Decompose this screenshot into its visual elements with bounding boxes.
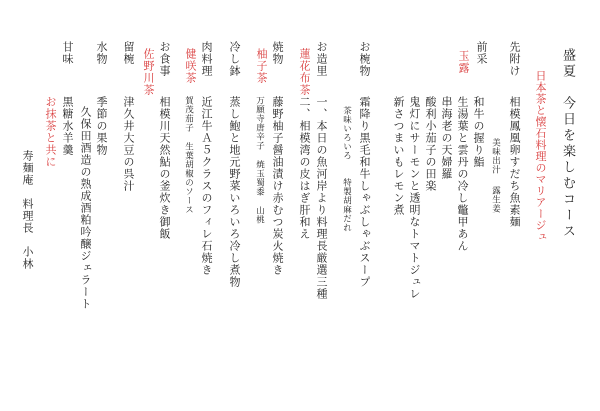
course-label-otsukuri: お造里 xyxy=(315,41,328,77)
dish-hiyabachi: 蒸し鮑と地元野菜いろいろ冷し煮物 xyxy=(228,96,241,288)
note-yakimono-3: 山桃 xyxy=(254,206,265,224)
course-label-yakimono: 焼物 xyxy=(271,41,284,65)
course-label-shokuji: お食事 xyxy=(158,41,171,77)
tea-yakimono: 柚子茶 xyxy=(255,48,268,84)
tea-kanmi: お抹茶と共に xyxy=(44,96,57,168)
dish-yakimono: 藤野柚子醤油漬け赤むつ炭火焼き xyxy=(271,96,284,276)
chef-signature: 寿麺庵 料理長 小林 xyxy=(21,150,34,270)
dish-zensai-1: 和牛の握り鮨 xyxy=(472,96,485,168)
dish-sakizuke: 相模鳳凰卵すだち魚素麺 xyxy=(508,96,521,228)
course-label-hiyabachi: 冷し鉢 xyxy=(228,41,241,77)
tea-niku: 健咲茶 xyxy=(184,48,197,84)
dish-mizumono-1: 季節の果物 xyxy=(95,96,108,156)
dish-zensai-3: 串海老の天婦羅 xyxy=(440,96,453,180)
course-label-zensai: 前采 xyxy=(475,41,488,65)
pairing-subtitle: 日本茶と懐石料理のマリアージュ xyxy=(534,70,547,243)
dish-owan: 霜降り黒毛和牛しゃぶしゃぶスープ xyxy=(358,96,371,288)
note-niku-2: 生葉胡椒のソース xyxy=(183,142,194,214)
course-label-tomewan: 留椀 xyxy=(122,41,135,65)
dish-tomewan: 津久井大豆の呉汁 xyxy=(122,96,135,192)
dish-zensai-6: 新さつまいもレモン煮 xyxy=(392,96,405,216)
tea-shokuji: 佐野川茶 xyxy=(142,48,155,96)
course-label-owan: お椀物 xyxy=(358,41,371,77)
dish-zensai-5: 鬼灯にサーモンと透明なトマトジュレ xyxy=(408,96,421,300)
tea-zensai: 玉露 xyxy=(457,50,470,74)
note-yakimono-1: 万願寺唐辛子 xyxy=(254,96,265,150)
dish-kanmi: 黒糖水羊羹 xyxy=(61,96,74,156)
note-sakizuke-1: 美味出汁 xyxy=(490,138,501,174)
course-label-kanmi: 甘味 xyxy=(61,41,74,65)
dish-zensai-2: 生湯葉と雲丹の冷し鼈甲あん xyxy=(456,96,469,252)
dish-shokuji: 相模川天然鮎の釜炊き御飯 xyxy=(158,96,171,240)
course-label-sakizuke: 先附け xyxy=(508,41,521,77)
tea-otsukuri: 蓮花布茶 xyxy=(298,48,311,96)
dish-mizumono-2: 久保田酒造の熟成酒粕吟醸ジェラート xyxy=(79,106,92,310)
note-yakimono-2: 焼玉蜀黍 xyxy=(254,160,265,196)
note-owan-2: 特製胡麻だれ xyxy=(341,178,352,232)
menu-title: 盛夏 今日を楽しむコース xyxy=(560,48,575,240)
dish-niku: 近江牛Ａ５クラスのフィレ石焼き xyxy=(200,96,213,276)
course-label-mizumono: 水物 xyxy=(95,41,108,65)
dish-otsukuri-2: 二、相模湾の皮はぎ肝和え xyxy=(298,96,311,240)
note-owan-1: 茶味いろいろ xyxy=(341,106,352,160)
dish-otsukuri-1: 一、本日の魚河岸より料理長厳選三種 xyxy=(315,96,328,300)
note-niku-1: 賀茂茄子 xyxy=(183,96,194,132)
note-sakizuke-2: 露生姜 xyxy=(490,186,501,213)
dish-zensai-4: 酸利小茄子の田楽 xyxy=(424,96,437,192)
course-label-niku: 肉料理 xyxy=(200,41,213,77)
